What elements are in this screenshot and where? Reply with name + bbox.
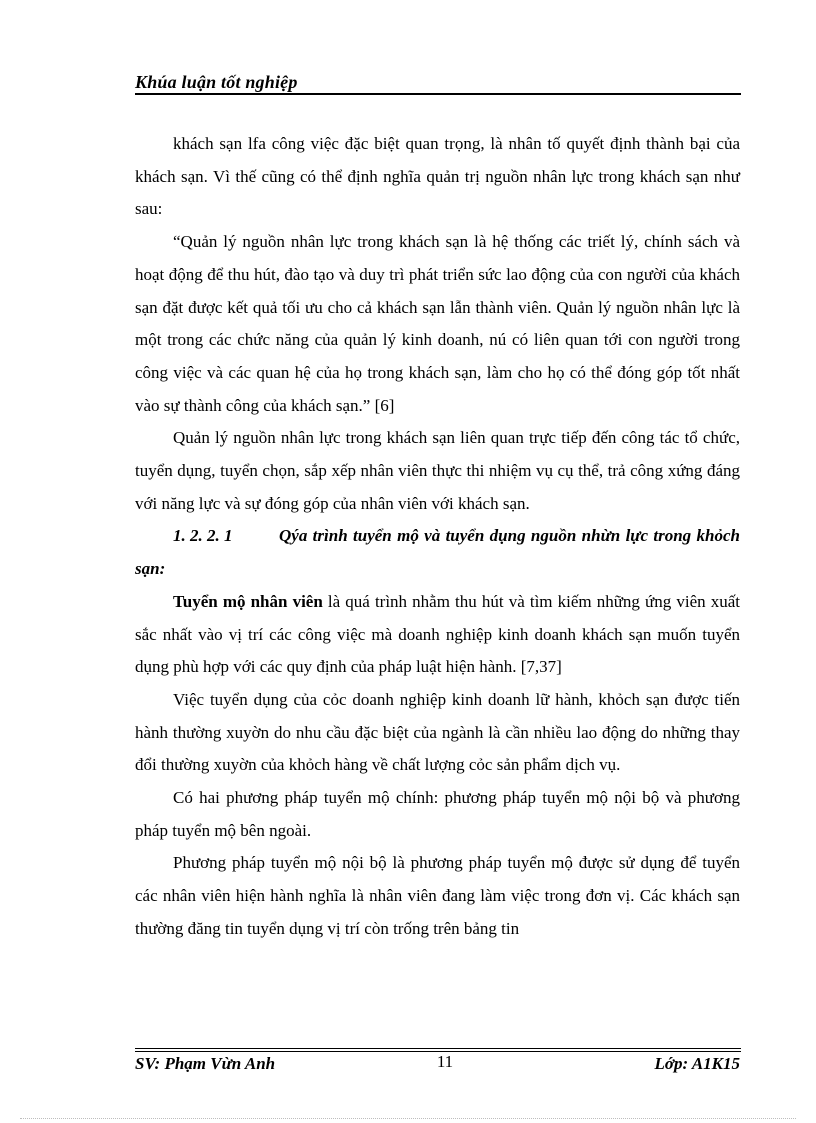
page-edge bbox=[20, 1118, 796, 1119]
paragraph-6: Có hai phương pháp tuyển mộ chính: phương pháp tuyển mộ nội bộ và phương pháp tuyển mộ bên ngoài. bbox=[135, 788, 740, 840]
footer-student-name: SV: Phạm Vừn Anh bbox=[135, 1054, 276, 1073]
paragraph-1-rest: bại của khách sạn. Vì thế cũng có thể định nghĩa quản trị nguồn nhân lực trong khách sạn như sau: bbox=[135, 134, 741, 219]
body-text bbox=[135, 128, 740, 946]
header-divider bbox=[135, 93, 741, 95]
paragraph-2: “Quản lý nguồn nhân lực trong khách sạn là hệ thống các triết lý, chính sách và hoạt động để thu hút, đào tạo và duy trì phát triển sức lao động của con người của khách sạn đặt được kết quả tối ưu cho cả khách sạn lẫn thành viên. Quản lý nguồn nhân lực là một trong các chức năng của quản lý kinh doanh, nú có liên quan tới con người trong công việc và các quan hệ của họ trong khách sạn, làm cho họ có thể đóng góp tốt nhất vào sự thành công của khách sạn.” [6] bbox=[135, 232, 740, 415]
paragraph-3: Quản lý nguồn nhân lực trong khách sạn liên quan trực tiếp đến công tác tổ chức, tuyển dụng, tuyển chọn, sắp xếp nhân viên thực thi nhiệm vụ cụ thể, trả công xứng đáng với năng lực và sự đóng góp của nhân viên với khách sạn. bbox=[135, 428, 740, 513]
section-heading bbox=[135, 520, 740, 585]
footer-class: Lớp: A1K15 bbox=[654, 1054, 740, 1073]
paragraph-1-line-1: khách sạn lfa công việc đặc biệt quan trọng, là nhân tố quyết định thành bbox=[173, 134, 684, 153]
term-tuyen-mo: Tuyển mộ nhân viên bbox=[173, 591, 323, 611]
paragraph-4-text: là quá trình nhằm thu hút và tìm kiếm những ứng viên xuất sắc nhất vào vị trí các công việc mà doanh nghiệp kinh doanh khách sạn muốn tuyển dụng phù hợp với các quy định của pháp luật hiện hành. [7,37] bbox=[135, 591, 741, 677]
page-number: 11 bbox=[436, 1052, 454, 1071]
section-title: Qýa trình tuyển mộ và tuyển dụng nguồn nhừn lực trong khỏch sạn: bbox=[135, 526, 740, 579]
section-number: 1. 2. 2. 1 bbox=[173, 526, 233, 546]
footer-divider-top bbox=[135, 1048, 741, 1049]
paragraph-4 bbox=[135, 586, 740, 684]
header-title: Khúa luận tốt nghiệp bbox=[135, 72, 298, 92]
paragraph-5: Việc tuyển dụng của cỏc doanh nghiệp kinh doanh lữ hành, khỏch sạn được tiến hành thường xuyờn do nhu cầu đặc biệt của ngành là cần nhiều lao động do những thay đổi thường xuyờn của khỏch hàng về chất lượng cỏc sản phẩm dịch vụ. bbox=[135, 689, 740, 775]
paragraph-7: Phương pháp tuyển mộ nội bộ là phương pháp tuyển mộ được sử dụng để tuyển các nhân viên hiện hành nghĩa là nhân viên đang làm việc trong đơn vị. Các khách sạn thường đăng tin tuyển dụng vị trí còn trống trên bảng tin bbox=[135, 853, 740, 938]
paragraph-1 bbox=[135, 128, 740, 226]
